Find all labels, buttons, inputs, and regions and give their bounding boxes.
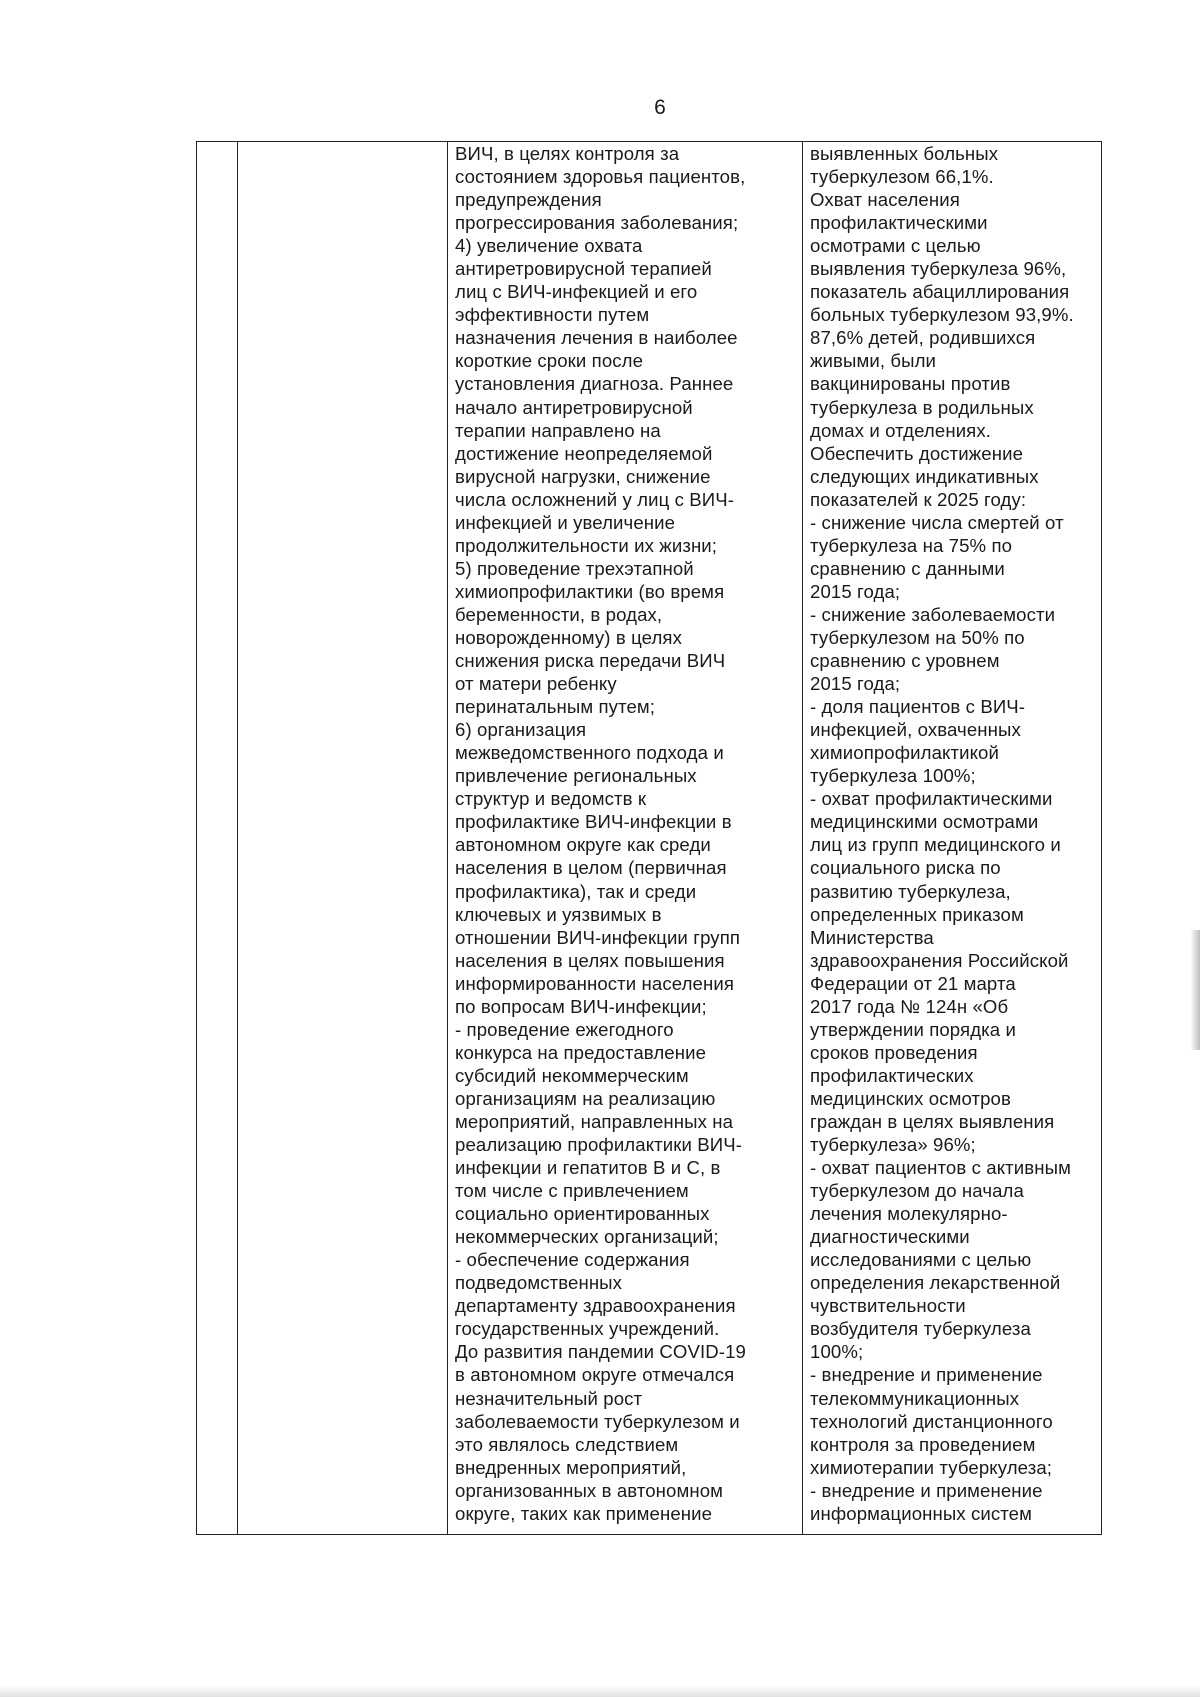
table-cell-line: Министерства [810, 926, 934, 948]
table-cell-line: эффективности путем [455, 304, 650, 326]
table-cell-line: Федерации от 21 марта [810, 972, 1016, 994]
table-cell-line: 2017 года № 124н «Об [810, 995, 1009, 1017]
table-cell-line: выявления туберкулеза 96%, [810, 258, 1067, 280]
table-cell-line: следующих индикативных [810, 465, 1039, 487]
table-cell-line: туберкулеза 100%; [810, 765, 976, 787]
table-cell-line: состоянием здоровья пациентов, [455, 166, 746, 188]
table-column-divider [237, 142, 238, 1534]
table-cell-line: - внедрение и применение [810, 1364, 1043, 1386]
table-cell-line: снижения риска передачи ВИЧ [455, 650, 726, 672]
table-cell-line: информационных систем [810, 1502, 1033, 1524]
table-cell-line: лиц с ВИЧ-инфекцией и его [455, 281, 698, 303]
table-cell-line: заболеваемости туберкулезом и [455, 1410, 740, 1432]
table-cell-line: туберкулезом на 50% по [810, 626, 1025, 648]
table-cell-line: населения в целом (первичная [455, 857, 727, 879]
table-cell-line: ключевых и уязвимых в [455, 903, 662, 925]
table-cell-line: химиопрофилактикой [810, 742, 999, 764]
table-cell-indicators [810, 142, 1074, 1525]
table-cell-line: незначительный рост [455, 1387, 643, 1409]
table-cell-line: химиотерапии туберкулеза; [810, 1456, 1053, 1478]
table-cell-line: - доля пациентов с ВИЧ- [810, 696, 1026, 718]
table-cell-line: развитию туберкулеза, [810, 880, 1011, 902]
table-cell-line: туберкулеза» 96%; [810, 1134, 976, 1156]
table-cell-line: телекоммуникационных [810, 1387, 1020, 1409]
table-cell-line: домах и отделениях. [810, 419, 992, 441]
table-cell-line: внедренных мероприятий, [455, 1456, 687, 1478]
table-cell-line: автономном округе как среди [455, 834, 711, 856]
table-cell-line: граждан в целях выявления [810, 1110, 1055, 1132]
table-cell-line: организациям на реализацию [455, 1087, 716, 1109]
table-cell-line: лиц из групп медицинского и [810, 834, 1061, 856]
table-column-divider [447, 142, 448, 1534]
table-cell-line: выявленных больных [810, 143, 999, 164]
table-cell-line: подведомственных [455, 1272, 623, 1294]
table-cell-line: - охват профилактическими [810, 788, 1053, 810]
table-cell-line: инфекции и гепатитов В и С, в [455, 1157, 721, 1179]
table-cell-line: здравоохранения Российской [810, 949, 1069, 971]
table-cell-line: перинатальным путем; [455, 696, 656, 718]
table-cell-line: профилактика), так и среди [455, 880, 697, 902]
page-number: 6 [654, 96, 666, 119]
table-cell-line: ВИЧ, в целях контроля за [455, 143, 680, 164]
table-cell-line: туберкулезом 66,1%. [810, 166, 994, 188]
table-cell-line: назначения лечения в наиболее [455, 327, 738, 349]
table-cell-line: сравнению с уровнем [810, 650, 1000, 672]
table-cell-line: беременности, в родах, [455, 603, 663, 625]
table-cell-line: структур и ведомств к [455, 788, 647, 810]
table-cell-line: инфекцией и увеличение [455, 511, 676, 533]
table-cell-line: До развития пандемии COVID-19 [455, 1341, 746, 1363]
table-cell-line: в автономном округе отмечался [455, 1364, 735, 1386]
table-cell-line: профилактических [810, 1064, 974, 1086]
table-cell-line: - снижение заболеваемости [810, 603, 1056, 625]
table-cell-line: некоммерческих организаций; [455, 1226, 719, 1248]
table-cell-line: химиопрофилактики (во время [455, 580, 725, 602]
table-cell-line: Обеспечить достижение [810, 442, 1024, 464]
table-cell-line: осмотрами с целью [810, 235, 981, 257]
table-cell-line: 87,6% детей, родившихся [810, 327, 1036, 349]
table-cell-line: короткие сроки после [455, 350, 644, 372]
table-cell-line: государственных учреждений. [455, 1318, 720, 1340]
table-cell-line: 100%; [810, 1341, 864, 1363]
table-cell-line: - охват пациентов с активным [810, 1157, 1071, 1179]
table-cell-line: - снижение числа смертей от [810, 511, 1064, 533]
table-cell-line: новорожденному) в целях [455, 626, 682, 648]
table-cell-line: социального риска по [810, 857, 1001, 879]
table-cell-line: установления диагноза. Раннее [455, 373, 734, 395]
table-cell-line: от матери ребенку [455, 673, 617, 695]
table-cell-line: продолжительности их жизни; [455, 534, 718, 556]
table-cell-line: мероприятий, направленных на [455, 1110, 734, 1132]
table-cell-line: предупреждения [455, 189, 602, 211]
table-cell-line: больных туберкулезом 93,9%. [810, 304, 1074, 326]
table-cell-line: определения лекарственной [810, 1272, 1061, 1294]
table-cell-line: сравнению с данными [810, 557, 1005, 579]
table-cell-line: диагностическими [810, 1226, 970, 1248]
table-cell-line: сроков проведения [810, 1041, 978, 1063]
table-cell-line: межведомственного подхода и [455, 742, 724, 764]
table-cell-line: показателей к 2025 году: [810, 488, 1027, 510]
table-column-divider [802, 142, 803, 1534]
table-cell-line: 2015 года; [810, 580, 901, 602]
table-cell-line: вирусной нагрузки, снижение [455, 465, 711, 487]
table-cell-line: показатель абациллирования [810, 281, 1070, 303]
table-cell-line: - внедрение и применение [810, 1479, 1043, 1501]
table-cell-line: организованных в автономном [455, 1479, 724, 1501]
table-cell-line: лечения молекулярно- [810, 1203, 1008, 1225]
table-cell-line: информированности населения [455, 972, 734, 994]
table-cell-line: это являлось следствием [455, 1433, 679, 1455]
table-cell-line: 6) организация [455, 719, 587, 741]
table-cell-line: числа осложнений у лиц с ВИЧ- [455, 488, 735, 510]
document-table [196, 141, 1102, 1535]
table-cell-line: Охват населения [810, 189, 960, 211]
table-cell-line: технологий дистанционного [810, 1410, 1053, 1432]
table-cell-line: определенных приказом [810, 903, 1024, 925]
table-cell-line: живыми, были [810, 350, 937, 372]
table-cell-line: медицинскими осмотрами [810, 811, 1039, 833]
table-cell-line: туберкулеза в родильных [810, 396, 1034, 418]
table-cell-line: департаменту здравоохранения [455, 1295, 736, 1317]
table-cell-line: социально ориентированных [455, 1203, 710, 1225]
table-cell-line: возбудителя туберкулеза [810, 1318, 1031, 1340]
table-cell-line: привлечение региональных [455, 765, 697, 787]
scan-bottom-shadow [0, 1685, 1200, 1697]
table-cell-line: 5) проведение трехэтапной [455, 557, 694, 579]
table-cell-line: реализацию профилактики ВИЧ- [455, 1134, 742, 1156]
table-cell-activities [455, 142, 746, 1525]
scan-edge-shadow [1190, 930, 1200, 1050]
table-cell-line: субсидий некоммерческим [455, 1064, 689, 1086]
table-cell-line: контроля за проведением [810, 1433, 1036, 1455]
table-cell-line: туберкулезом до начала [810, 1180, 1024, 1202]
table-cell-line: 2015 года; [810, 673, 901, 695]
table-cell-line: исследованиями с целью [810, 1249, 1032, 1271]
table-cell-line: населения в целях повышения [455, 949, 725, 971]
table-cell-line: профилактическими [810, 212, 988, 234]
table-cell-line: чувствительности [810, 1295, 966, 1317]
table-cell-line: инфекцией, охваченных [810, 719, 1021, 741]
table-cell-line: конкурса на предоставление [455, 1041, 707, 1063]
table-cell-line: отношении ВИЧ-инфекции групп [455, 926, 741, 948]
table-cell-line: округе, таких как применение [455, 1502, 713, 1524]
table-cell-line: по вопросам ВИЧ-инфекции; [455, 995, 707, 1017]
table-cell-line: медицинских осмотров [810, 1087, 1011, 1109]
table-cell-line: 4) увеличение охвата [455, 235, 643, 257]
table-cell-line: профилактике ВИЧ-инфекции в [455, 811, 732, 833]
table-cell-line: начало антиретровирусной [455, 396, 693, 418]
table-cell-line: том числе с привлечением [455, 1180, 689, 1202]
table-cell-line: достижение неопределяемой [455, 442, 713, 464]
table-cell-line: утверждении порядка и [810, 1018, 1016, 1040]
table-cell-line: терапии направлено на [455, 419, 661, 441]
table-cell-line: антиретровирусной терапией [455, 258, 712, 280]
table-cell-line: прогрессирования заболевания; [455, 212, 739, 234]
table-cell-line: - обеспечение содержания [455, 1249, 690, 1271]
table-cell-line: туберкулеза на 75% по [810, 534, 1013, 556]
table-cell-line: вакцинированы против [810, 373, 1011, 395]
table-cell-line: - проведение ежегодного [455, 1018, 674, 1040]
